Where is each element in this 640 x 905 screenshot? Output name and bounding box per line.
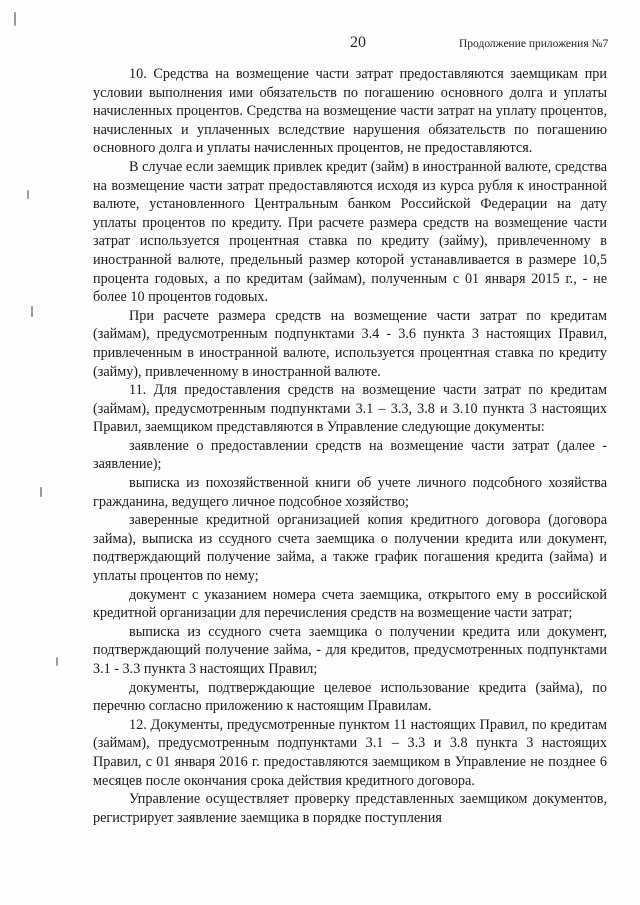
paragraph-foreign-currency-loan: В случае если заемщик привлек кредит (займ) в иностранной валюте, средства на возмещение части затрат предоставляются исходя из курса рубля к иностранной валюте, установленного Центральным банком Российской Федерации на дату уплаты процентов по кредиту. При расчете размера средств на возмещение части затрат используется процентная ставка по кредиту (займу), привлеченному в иностранной валюте, предельный размер которой устанавливается в размере 10,5 процента годовых, а по кредитам (займам), полученным с 01 января 2015 г., - не более 10 процентов годовых. <box>93 158 607 306</box>
scan-mark <box>27 190 29 199</box>
paragraph-12-submission-deadline: 12. Документы, предусмотренные пунктом 11 настоящих Правил, по кредитам (займам), предусмотренным подпунктами 3.1 – 3.3 и 3.8 пункта 3 настоящих Правил, с 01 января 2016 г. предоставляются заемщиком в Управление не позднее 6 месяцев после окончания срока действия кредитного договора. <box>93 716 607 789</box>
paragraph-foreign-currency-rate: При расчете размера средств на возмещение части затрат по кредитам (займам), предусмотренным подпунктами 3.4 - 3.6 пункта 3 настоящих Правил, привлеченным в иностранной валюте, используется процентная ставка по кредиту (займу), привлеченному в иностранной валюте. <box>93 307 607 380</box>
page-number: 20 <box>350 34 366 51</box>
paragraph-11-required-documents: 11. Для предоставления средств на возмещение части затрат по кредитам (займам), предусмотренным подпунктами 3.1 – 3.3, 3.8 и 3.10 пункта 3 настоящих Правил, заемщиком представляются в Управление следующие документы: <box>93 382 607 436</box>
paragraph-verification: Управление осуществляет проверку представленных заемщиком документов, регистрирует заявление заемщика в порядке поступления <box>93 791 607 826</box>
list-item-household-book-extract: выписка из похозяйственной книги об учете личного подсобного хозяйства гражданина, ведущего личное подсобное хозяйство; <box>93 475 607 510</box>
scan-mark <box>31 306 33 317</box>
list-item-target-use-documents: документы, подтверждающие целевое использование кредита (займа), по перечню согласно приложению к настоящим Правилам. <box>93 679 607 715</box>
paragraph-10-funds-conditions: 10. Средства на возмещение части затрат предоставляются заемщикам при условии выполнения ими обязательств по погашению основного долга и уплаты начисленных процентов. Средства на возмещение части затрат на уплату процентов, начисленных и уплаченных вследствие нарушения обязательств по погашению основного долга и уплаты начисленных процентов, не предоставляются. <box>93 66 607 157</box>
list-item-loan-account-extract: выписка из ссудного счета заемщика о получении кредита или документ, подтверждающий получение займа, - для кредитов, предусмотренных подпунктами 3.1 - 3.3 пункта 3 настоящих Правил; <box>93 623 607 677</box>
list-item-application: заявление о предоставлении средств на возмещение части затрат (далее - заявление); <box>93 437 607 473</box>
appendix-continuation-note: Продолжение приложения №7 <box>459 38 609 50</box>
body-text <box>93 65 607 827</box>
scan-mark <box>14 12 16 26</box>
scan-mark <box>56 657 58 666</box>
list-item-account-number-document: документ с указанием номера счета заемщика, открытого ему в российской кредитной организации для перечисления средств на возмещение части затрат; <box>93 586 607 622</box>
list-item-loan-agreement-copy: заверенные кредитной организацией копия кредитного договора (договора займа), выписка из ссудного счета заемщика о получении кредита или документ, подтверждающий получение займа, а также график погашения кредита (займа) и уплаты процентов по нему; <box>93 512 607 585</box>
scan-mark <box>40 487 42 497</box>
